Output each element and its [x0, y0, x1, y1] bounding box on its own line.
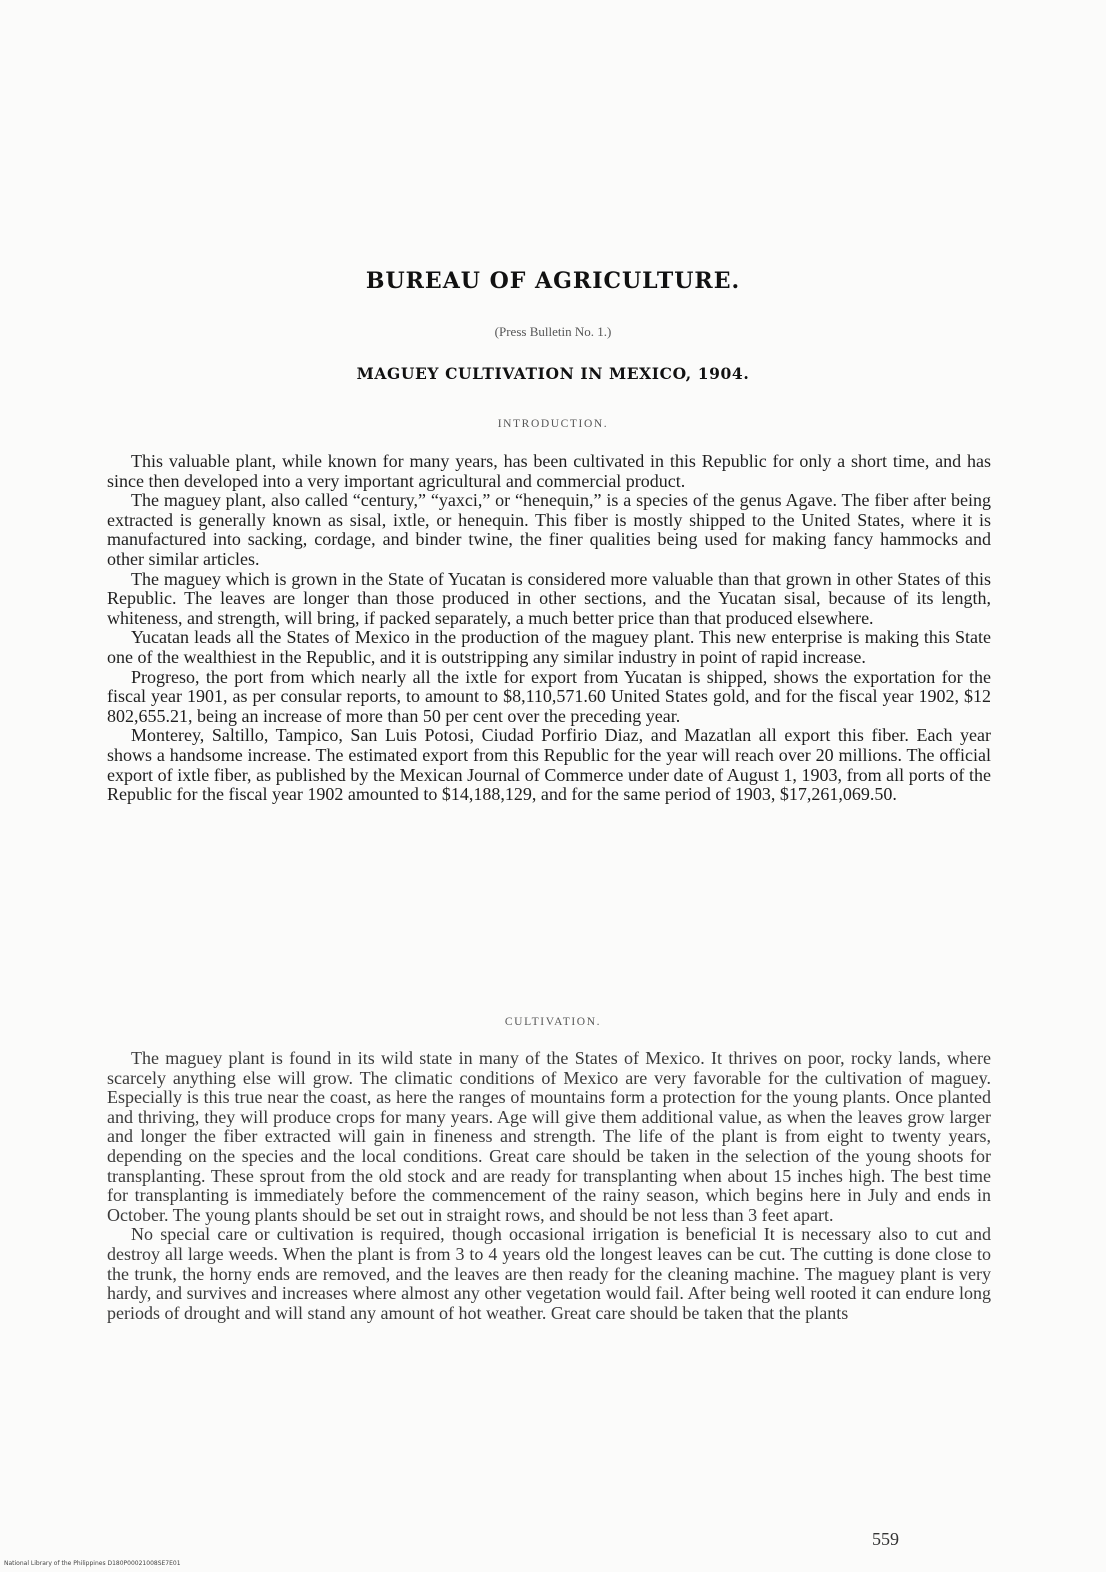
introduction-body: [107, 452, 991, 805]
intro-paragraph-4: Yucatan leads all the States of Mexico in the production of the maguey plant. This new enterprise is making this State one of the wealthiest in the Republic, and it is outstripping any similar industry in point of rapid increase.: [107, 627, 991, 667]
intro-paragraph-6: Monterey, Saltillo, Tampico, San Luis Potosi, Ciudad Porfirio Diaz, and Mazatlan all export this fiber. Each year shows a handsome increase. The estimated export from this Republic for the year will reach over 20 millions. The official export of ixtle fiber, as published by the Mexican Journal of Commerce under date of August 1, 1903, from all ports of the Republic for the fiscal year 1902 amounted to $14,188,129, and for the same period of 1903, $17,261,069.50.: [107, 725, 991, 805]
page-number: 559: [872, 1529, 899, 1549]
cultivation-paragraph-1: The maguey plant is found in its wild state in many of the States of Mexico. It thrives on poor, rocky lands, where scarcely anything else will grow. The climatic conditions of Mexico are very favorable for the cultivation of maguey. Especially is this true near the coast, as here the ranges of mountains form a protection for the young plants. Once planted and thriving, they will produce crops for many years. Age will give them additional value, as when the leaves grow larger and longer the fiber extracted will gain in fineness and strength. The life of the plant is from eight to twenty years, depending on the species and the local conditions. Great care should be taken in the selection of the young shoots for transplanting. These sprout from the old stock and are ready for transplanting when about 15 inches high. The best time for transplanting is immediately before the commencement of the rainy season, which begins here in July and ends in October. The young plants should be set out in straight rows, and should be not less than 3 feet apart.: [107, 1048, 991, 1225]
scan-footer: National Library of the Philippines D180P00021008SE7E01: [4, 1560, 181, 1567]
cultivation-heading: CULTIVATION.: [504, 1016, 602, 1028]
intro-paragraph-5: Progreso, the port from which nearly all the ixtle for export from Yucatan is shipped, shows the exportation for the fiscal year 1901, as per consular reports, to amount to $8,110,571.60 United States gold, and for the fiscal year 1902, $12 802,655.21, being an increase of more than 50 per cent over the preceding year.: [107, 666, 991, 726]
intro-paragraph-2: The maguey plant, also called “century,” “yaxci,” or “henequin,” is a species of the genus Agave. The fiber after being extracted is generally known as sisal, ixtle, or henequin. This fiber is mostly shipped to the United States, where it is manufactured into sacking, cordage, and binder twine, the finer qualities being used for making fancy hammocks and other similar articles.: [107, 490, 991, 569]
cultivation-paragraph-2: No special care or cultivation is required, though occasional irrigation is beneficial It is necessary also to cut and destroy all large weeds. When the plant is from 3 to 4 years old the longest leaves can be cut. The cutting is done close to the trunk, the horny ends are removed, and the leaves are then ready for the cleaning machine. The maguey plant is very hardy, and survives and increases where almost any other vegetation would fail. After being well rooted it can endure long periods of drought and will stand any amount of hot weather. Great care should be taken that the plants: [107, 1224, 991, 1323]
article-title: MAGUEY CULTIVATION IN MEXICO, 1904.: [356, 364, 750, 383]
bureau-heading: BUREAU OF AGRICULTURE.: [365, 268, 741, 294]
bulletin-number: (Press Bulletin No. 1.): [494, 324, 612, 339]
intro-paragraph-1: This valuable plant, while known for many years, has been cultivated in this Republic for only a short time, and has since then developed into a very important agricultural and commercial product.: [107, 451, 991, 491]
intro-paragraph-3: The maguey which is grown in the State of Yucatan is considered more valuable than that grown in other States of this Republic. The leaves are longer than those produced in other sections, and the Yucatan sisal, because of its length, whiteness, and strength, will bring, if packed separately, a much better price than that produced elsewhere.: [107, 568, 991, 628]
cultivation-body: [107, 1049, 991, 1323]
introduction-heading: INTRODUCTION.: [497, 418, 609, 430]
